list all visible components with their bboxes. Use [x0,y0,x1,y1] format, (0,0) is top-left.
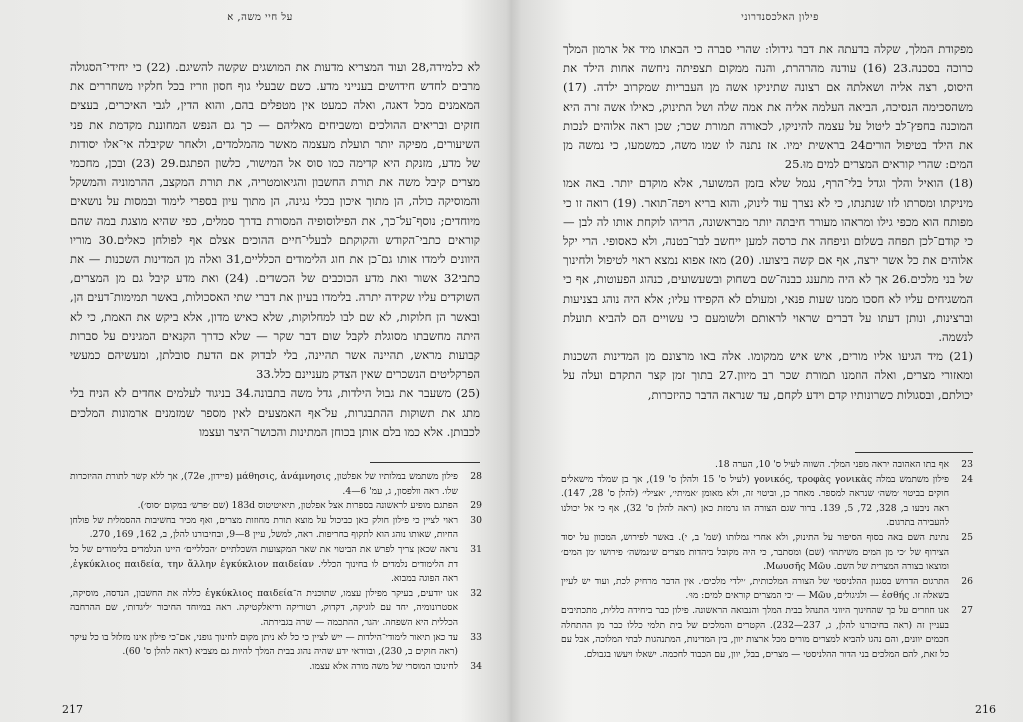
running-head: פילון האלכסנדרוני [741,12,819,23]
footnotes [70,470,482,674]
right-page [515,0,1023,722]
footnote [561,575,973,604]
footnote-rule [370,462,480,463]
footnote [70,470,482,499]
running-head: על חיי משה, א [227,12,293,23]
footnote [70,543,482,587]
footnotes [561,458,973,662]
footnote-text: אנו יודעים, בעיקר מפילון עצמו, שתוכנית ה־ἐγκύκλιος παιδεία כללה את החשבון, הנדסה, מוסיקה, אסטרונומיה, יחד עם לוגיקה, דקדוק, רטוריקה ודיאלקטיקה. ראה במיוחד החיבור ׳ליגדות׳, שם ההרחבה הכללית היא השפחה. ׳הגר, ההתכמה — שרה בגבירתה. [70,587,458,628]
footnote-text: פילון משתמש במלותיו של אפלטון, μάθησις, ἀνάμνησις (פיידון, 72e), אך ללא קשר לתורת ההיזכרות שלו. ראה וולפסון, ג, עמ' 6—4. [70,471,458,497]
footnote-text: נתינת השם באה בסוף הסיפור על התינוק, ולא אחרי גמלותו (שמ' ב, י). באשר לפירוש, המכוון על יסוד הצירוף של ׳כי מן המים משיתהו׳ (שם) ומסתבר, כי היה מקובל ביהדות מצרים ש׳נמשה׳ פירושו ׳מן המים׳ ומוצאו בצורה המצרית של השם. Μωυσῆς Μῶυ. [561,531,949,573]
footnote [70,587,482,631]
footnote-text: לחינוכו המוסרי של משה מורה אלא עצמו. [309,660,458,672]
footnote [70,499,482,514]
footnote-number: 34 [470,660,482,672]
footnote-rule [855,452,973,453]
footnote-number: 33 [470,631,482,643]
footnote-text: עד כאן תיאור לימודי־הילדות — ייש לציין כי כל לא ניתן מקום לחינוך גופני, אם־כי פילון אינו מזלזל בו כל עיקר (ראה חוקים ב, 230), ובוודאי ידע שהיה נהוג בבית המלך להיות גם מצביא (ראה להלן ס' 60). [70,631,458,658]
footnote-number: 27 [961,604,973,616]
footnote [70,660,482,675]
footnote [561,458,973,473]
footnote-text: אף בתו האהובה יראה מפני המלך. השווה לעיל ס' 10, הערה 18. [714,459,949,470]
footnote-number: 26 [961,575,973,587]
footnote [70,514,482,543]
footnote-number: 31 [470,543,482,555]
footnote-text: נראה שכאן צריך לפרש את הביטוי את שאר המקצועות השכלתיים ׳הכלליים׳ היינו הנלמדים בלימודים של כל דת הלימודים נלמדים לו בחינוך הכללי. ἐγκύκλιος παιδεία, την ἄλλην ἐγκύκλιον παιδείαν, ראה הפוגה במבוא. [70,543,458,585]
left-page [0,0,505,722]
footnote [561,604,973,662]
footnote-text: פילון משתמש במלה γονικός, τροφὰς γονικὰς (לעיל ס' 15 ולהלן ס' 19), אך בן שמלד מישאלים חוקים בביטוי ׳משה׳ שנראה למספר. מאחר כן, וביטוי זה, ולא מאומן ׳אמיתי׳, ׳אצילי׳ (להלן ס' 28, 147). ראה ניבעו ב, 328, 72, 5, 139. ברור שגם הצורה הו נרמזת כאן (ראה להלן ס' 32), אף כי אל יכולנו להעבירה בתרגום. [561,473,950,529]
footnote-text: ראוי לציין כי פילון חולק כאן כביכול על מוצא תורת מחוזות מצרים, ואף מכיר בחשיבות ההסמלית של פולחן החיות, שאותו נוהג הוא לתקוף בחריפות. ראה, למשל, עיין 8—9, ובחיבורנו להלן, ב, 162, 169, 270. [70,514,458,541]
paragraph: (21) מיד הגיעו אליו מורים, איש איש ממקומו. אלה באו מרצונם מן המדינות השכנות ומאזורי מצרים, ואלה הוזמנו תמורת שכר רב מיוון.27 בתוך זמן קצר התקדם ועלה על יכולתם, ובסגולות כשרונותיו קדם וידע לקחם, עד שנראה הדבר כהיזכרות, [563,349,973,402]
footnote [561,473,973,531]
paragraph: (25) משעבר את גבול הילדות, גדל משה בתבונה.34 בניגוד לעלמים אחדים לא הניח בלי מתג את תשוקות ההתבגרות, על־אף האמצעים לאין מספר שמזמנים ארמונות המלכים לכבותן. אלא כמו בלם אותן בכוחן המתינות והכושר־היצר ועצמו [70,386,481,439]
footnote-text: הפתגם מופיע לראשונה בספרות אצל אפלטון, תיאיטיטוס 183d (שם ׳פרש׳ במקום ׳סוס׳). [137,500,458,512]
main-text [70,58,480,442]
footnote-text: אנו חוזרים על כך שהחינוך היווני התנהל בבית המלך והנבואה הראשונה. פילון כבר ביחידה כללית, מתכתיבים בעניין זה (ראה בחיבורנו להלן, ג, 237—232). הקטרים והמלכים של בית תלמי כללו כבר מן ההתחלה חכמים יוונים, והם נהגו להביא למצרים מורים מכל ארצות יוון, בין המדינות, המתנהגות לבתי המלוכה, אבל עם כל זאת, להם המלכים בני הדור ההלניסטי — מצרים, בבל, יוון, עם הכבוד לחכמה. ישאלו ויעשו בגבולם. [561,604,949,660]
footnote-number: 23 [961,459,973,470]
footnote-number: 25 [961,531,973,543]
footnote-number: 29 [470,500,482,512]
footnote-text: התרגום הדרוש בסגנון ההלניסטי של הצורה המלכותית, ׳ילדי מלכים׳. אין הדבר מרחיק לכת, ועוד יש לעיין בשאלה זו. ἐσθής — ולגיגולים, Μῶυ — ׳כי המצרים קוראים למים: מוּ׳. [561,575,949,602]
paragraph: מפקודת המלך, שקלה בדעתה את דבר גידולו: שהרי סברה כי הבאתו מיד אל ארמון המלך כרוכה בסכנה.23 (16) עודנה מהרהרת, והנה ממקום תצפיתה ניחשה אחות הילד את היסוס, רצה אליה ושאלתה אם רצונה שתיניקו אשה מן העבריות שמקרוב ילדה. (17) משהסכימה הנסיכה, הביאה העלמה אליה את אמה שלה ושל התינוק, כאילו אשה זרה היא המוכנה בחפץ־לב ליטול על עצמה להיניקו, לכאורה תמורת שכר; שכן ראה אלוהים לנכות את הילד בטיפול הורים24 בראשית ימיו. אז נתנה לו שמו משה, כמשמעו, כי נמשה מן המים: שהרי קוראים המצרים למים מוּ.25 [563,42,973,172]
paragraph: (18) הואיל והלך וגדל בלי־הרף, נגמל שלא בזמן המשוער, אלא מוקדם יותר. באה אמו מיניקתו ומסרתו לזו שנתנתו, כי לא נצרך עוד לינוק, והוא בריא ויפה־תואר. (19) רואה זו כי מפותח הוא מכפי גילו ומראהו מעורר חיבתה יותר מבראשונה, הריהו לוקחת אותו לה לבן — כי קודם־לכן תפחה בשלום וניפחה את כרסה למען ייחשב לבר־בטנה, ולא כאסופי. הרי יקל אלוהים את כל אשר ירצה, אף אם קשה ביצועו. (20) מאז אפוא נמצא ראוי לטיפול ולחינוך של בני מלכים.26 אך לא היה מתענג כבנה־שם בשחוק ובשעשועים, כנהוג הפעוטות, אף כי המשגיחים עליו לא חסכו ממנו שעות פנאי, ומעולם לא הקפידו עליו; אלא היה נוהג בצניעות וברצינות, ונותן דעתו על דברים שראוי לראותם ולשומעם כי עשויים הם להביא תועלת לנשמה. [563,176,973,345]
footnote-number: 30 [470,514,482,526]
footnote [70,631,482,660]
page-number: 216 [975,703,996,716]
footnote-number: 28 [470,471,482,482]
paragraph: לא כלמידה,28 ועוד המצריא מדעות את המושגים שקשה להשיגם. (22) כי יחידי־הסגולה מרבים לחדש חידושים בענייני מדע. כשם שבעלי גוף חסון וזריז בכל חלקיו משחררים את המאמנים מכל דאגה, ואלה כמעט אין מטפלים בהם, והוא הדין, לגבי האיכרים, בעצים חזקים ובריאים ההולכים ומשביחים מאליהם — כך גם הנפש המחוננת מקדמת את פני השיעורים, מפיקה יותר תועלת מעצמה מאשר מהמלמדים, ולאחר שקיבלה אי־אלו יסודות של מדע, מזנקת היא קדימה כמו סוס אל המישור, כלשון הפתגם.29 (23) ובכן, מחכמי מצרים קיבל משה את תורת החשבון והגיאומטריה, את תורת המקצב, ההרמוניה והמשקל והמוסיקה כולה, הן מתוך איכון בכלי נגינה, הן מתוך עיון בספרי לימוד ובמסות על נושאים מיוחדים; נוסף־על־כך, את הפילוסופיה המסורת בדרך סמלים, כפי שהיא מוצגת במה שהם קוראים כתבי־הקודש והקוקתם לבעלי־חיים ההוכים אצלם אף לפולחן כאלים.30 מוריו היוונים לימדו אותו גם־כן את חוג הלימודים הכלליים,31 ואלה מן המדינות השכנות — את כתבי32 אשור ואת מדע הכוכבים של הכשדים. (24) ואת מדע קיבל גם מן המצרים, השוקדים עליו שקידה יתרה. בלימדו בעיון את דברי שתי האסכולות, באשר תמימות־דעים הן, ובאשר הן חלוקות, לא שם לבו למחלוקות, שלא כאיש מדון, אלא ביקש את האמת, כי לא היתה מחשבתו מסוגלת לקבל שום דבר שקר — שלא כדרך הקנאים המגינים על סברות קבועות מראש, תהיינה אשר תהיינה, בלי לבדוק אם הדעת סובלתן, ומעשיהם כמעשי הפרקליטים הנשכרים שאין הצדק מעניינם כלל.33 [70,60,481,382]
footnote-number: 32 [470,587,482,599]
page-number: 217 [62,703,83,716]
footnote-number: 24 [961,473,973,485]
footnote [561,531,973,575]
main-text [563,40,973,405]
